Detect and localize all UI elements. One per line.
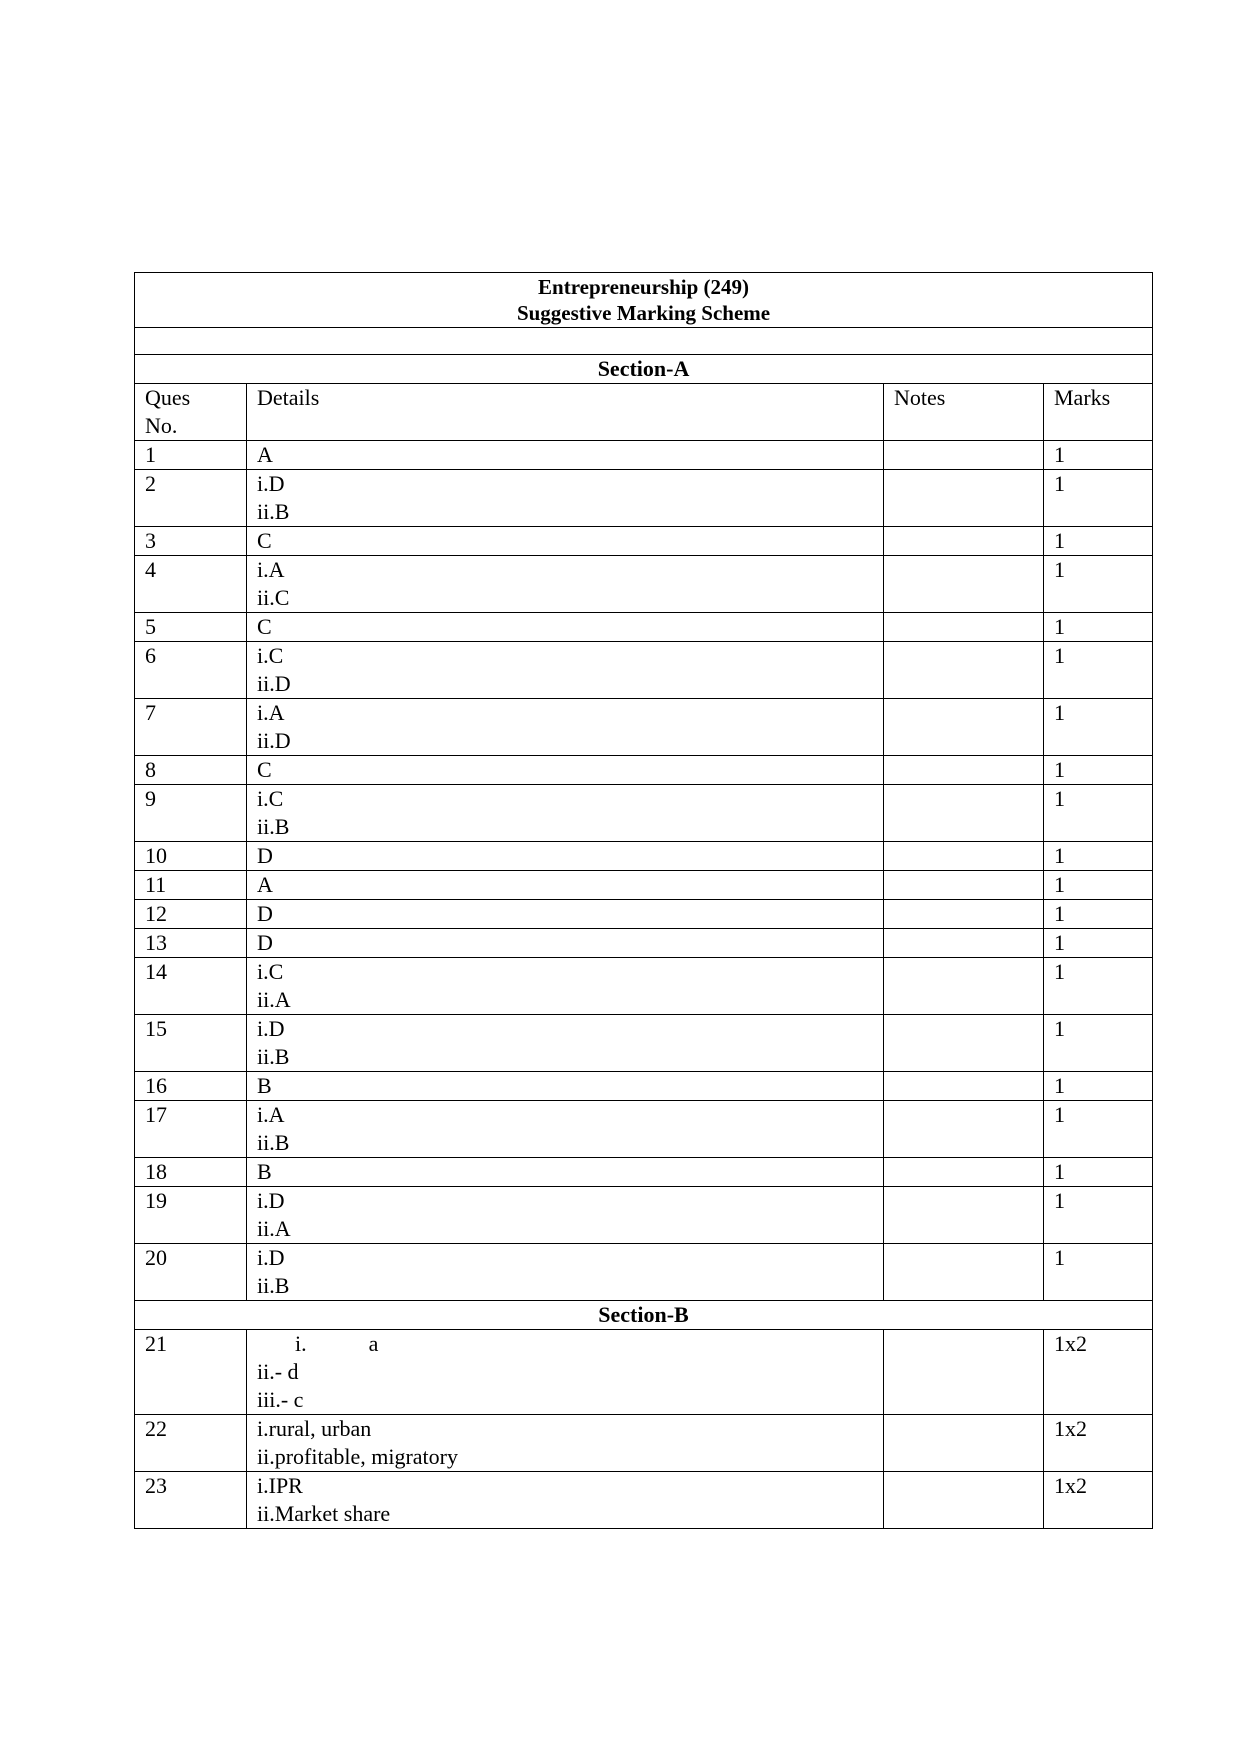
ques-no-cell: 5 bbox=[135, 613, 247, 642]
answer-line: C bbox=[257, 614, 272, 639]
notes-cell bbox=[884, 1330, 1044, 1415]
answer-line: ii.D bbox=[257, 671, 291, 696]
table-row bbox=[135, 527, 1153, 556]
marking-scheme-table bbox=[134, 272, 1153, 1529]
table-row bbox=[135, 1187, 1153, 1244]
table-row bbox=[135, 441, 1153, 470]
ques-no-cell: 19 bbox=[135, 1187, 247, 1244]
notes-cell bbox=[884, 527, 1044, 556]
ques-no-cell: 2 bbox=[135, 470, 247, 527]
answer-line: A bbox=[257, 872, 273, 897]
answer-line: D bbox=[257, 843, 273, 868]
ques-no-cell: 11 bbox=[135, 871, 247, 900]
header-details: Details bbox=[247, 384, 884, 441]
marks-cell: 1 bbox=[1044, 642, 1153, 699]
answer-line: i.C bbox=[257, 959, 284, 984]
answer-line: ii.C bbox=[257, 585, 290, 610]
marks-cell: 1 bbox=[1044, 900, 1153, 929]
answer-line: ii.B bbox=[257, 1273, 290, 1298]
answer-line: ii.D bbox=[257, 728, 291, 753]
ques-no-cell: 4 bbox=[135, 556, 247, 613]
table-row bbox=[135, 1072, 1153, 1101]
marks-cell: 1x2 bbox=[1044, 1415, 1153, 1472]
notes-cell bbox=[884, 1187, 1044, 1244]
notes-cell bbox=[884, 642, 1044, 699]
table-row bbox=[135, 613, 1153, 642]
answer-line: B bbox=[257, 1159, 272, 1184]
ques-no-cell: 9 bbox=[135, 785, 247, 842]
table-row bbox=[135, 556, 1153, 613]
table-row bbox=[135, 1472, 1153, 1529]
answer-line: A bbox=[257, 442, 273, 467]
ques-no-cell: 10 bbox=[135, 842, 247, 871]
table-row bbox=[135, 900, 1153, 929]
answer-line: i.rural, urban bbox=[257, 1416, 372, 1441]
marks-cell: 1 bbox=[1044, 756, 1153, 785]
marks-cell: 1 bbox=[1044, 470, 1153, 527]
details-cell bbox=[247, 1072, 884, 1101]
header-notes: Notes bbox=[884, 384, 1044, 441]
answer-line: C bbox=[257, 757, 272, 782]
answer-line: ii.B bbox=[257, 814, 290, 839]
table-row bbox=[135, 642, 1153, 699]
details-cell bbox=[247, 1101, 884, 1158]
notes-cell bbox=[884, 1244, 1044, 1301]
table-row bbox=[135, 1330, 1153, 1415]
answer-line: ii.Market share bbox=[257, 1501, 391, 1526]
answer-line: D bbox=[257, 930, 273, 955]
notes-cell bbox=[884, 842, 1044, 871]
column-header-row bbox=[135, 384, 1153, 441]
marks-cell: 1 bbox=[1044, 1158, 1153, 1187]
table-row bbox=[135, 756, 1153, 785]
details-cell bbox=[247, 1415, 884, 1472]
table-row bbox=[135, 1415, 1153, 1472]
notes-cell bbox=[884, 613, 1044, 642]
ques-no-cell: 16 bbox=[135, 1072, 247, 1101]
answer-line: ii.B bbox=[257, 499, 290, 524]
answer-line: ii.- d bbox=[257, 1359, 299, 1384]
answer-line: i.A bbox=[257, 700, 285, 725]
marks-cell: 1 bbox=[1044, 785, 1153, 842]
ques-no-cell: 18 bbox=[135, 1158, 247, 1187]
marks-cell: 1 bbox=[1044, 871, 1153, 900]
answer-line: ii.A bbox=[257, 1216, 291, 1241]
table-row bbox=[135, 929, 1153, 958]
ques-no-cell: 8 bbox=[135, 756, 247, 785]
answer-number: i. bbox=[295, 1331, 307, 1356]
notes-cell bbox=[884, 699, 1044, 756]
ques-no-cell: 12 bbox=[135, 900, 247, 929]
table-row bbox=[135, 842, 1153, 871]
section-b-heading: Section-B bbox=[135, 1301, 1153, 1330]
ques-no-cell: 7 bbox=[135, 699, 247, 756]
details-cell bbox=[247, 699, 884, 756]
details-cell bbox=[247, 929, 884, 958]
marks-cell: 1 bbox=[1044, 1187, 1153, 1244]
answer-line bbox=[257, 1330, 873, 1358]
ques-no-cell: 3 bbox=[135, 527, 247, 556]
notes-cell bbox=[884, 785, 1044, 842]
answer-line: C bbox=[257, 528, 272, 553]
marks-cell: 1 bbox=[1044, 441, 1153, 470]
notes-cell bbox=[884, 1158, 1044, 1187]
ques-no-cell: 1 bbox=[135, 441, 247, 470]
notes-cell bbox=[884, 1472, 1044, 1529]
notes-cell bbox=[884, 1415, 1044, 1472]
marks-cell: 1 bbox=[1044, 1244, 1153, 1301]
table-row bbox=[135, 1101, 1153, 1158]
ques-no-cell: 17 bbox=[135, 1101, 247, 1158]
ques-no-cell: 23 bbox=[135, 1472, 247, 1529]
table-row bbox=[135, 1015, 1153, 1072]
details-cell bbox=[247, 1244, 884, 1301]
answer-line: iii.- c bbox=[257, 1387, 304, 1412]
header-ques-no: Ques No. bbox=[135, 384, 247, 441]
answer-line: D bbox=[257, 901, 273, 926]
title-row bbox=[135, 273, 1153, 328]
details-cell bbox=[247, 556, 884, 613]
details-cell bbox=[247, 1330, 884, 1415]
answer-line: i.D bbox=[257, 471, 285, 496]
notes-cell bbox=[884, 756, 1044, 785]
details-cell bbox=[247, 527, 884, 556]
marks-cell: 1x2 bbox=[1044, 1472, 1153, 1529]
document-title: Entrepreneurship (249) bbox=[538, 275, 749, 299]
details-cell bbox=[247, 613, 884, 642]
answer-line: i.IPR bbox=[257, 1473, 303, 1498]
notes-cell bbox=[884, 871, 1044, 900]
details-cell bbox=[247, 958, 884, 1015]
ques-no-cell: 14 bbox=[135, 958, 247, 1015]
answer-line: i.A bbox=[257, 557, 285, 582]
answer-line: i.C bbox=[257, 786, 284, 811]
details-cell bbox=[247, 1158, 884, 1187]
notes-cell bbox=[884, 556, 1044, 613]
table-row bbox=[135, 958, 1153, 1015]
notes-cell bbox=[884, 929, 1044, 958]
answer-line: i.D bbox=[257, 1016, 285, 1041]
ques-no-cell: 20 bbox=[135, 1244, 247, 1301]
section-b-row bbox=[135, 1301, 1153, 1330]
notes-cell bbox=[884, 470, 1044, 527]
details-cell bbox=[247, 756, 884, 785]
table-row bbox=[135, 871, 1153, 900]
answer-line: ii.profitable, migratory bbox=[257, 1444, 458, 1469]
details-cell bbox=[247, 470, 884, 527]
document-subtitle: Suggestive Marking Scheme bbox=[516, 301, 771, 325]
ques-no-cell: 13 bbox=[135, 929, 247, 958]
table-row bbox=[135, 1244, 1153, 1301]
answer-line: i.C bbox=[257, 643, 284, 668]
table-row bbox=[135, 785, 1153, 842]
blank-cell bbox=[135, 328, 1153, 355]
answer-line: i.D bbox=[257, 1245, 285, 1270]
notes-cell bbox=[884, 1015, 1044, 1072]
answer-line: i.D bbox=[257, 1188, 285, 1213]
ques-no-cell: 6 bbox=[135, 642, 247, 699]
details-cell bbox=[247, 900, 884, 929]
details-cell bbox=[247, 1472, 884, 1529]
ques-no-cell: 15 bbox=[135, 1015, 247, 1072]
details-cell bbox=[247, 871, 884, 900]
table-body bbox=[135, 273, 1153, 1529]
table-row bbox=[135, 1158, 1153, 1187]
marks-cell: 1 bbox=[1044, 842, 1153, 871]
marks-cell: 1 bbox=[1044, 699, 1153, 756]
notes-cell bbox=[884, 1072, 1044, 1101]
marks-cell: 1 bbox=[1044, 958, 1153, 1015]
table-row bbox=[135, 470, 1153, 527]
marks-cell: 1 bbox=[1044, 556, 1153, 613]
ques-no-cell: 21 bbox=[135, 1330, 247, 1415]
answer-line: ii.A bbox=[257, 987, 291, 1012]
header-marks: Marks bbox=[1044, 384, 1153, 441]
answer-line: ii.B bbox=[257, 1044, 290, 1069]
marks-cell: 1 bbox=[1044, 1015, 1153, 1072]
notes-cell bbox=[884, 1101, 1044, 1158]
notes-cell bbox=[884, 958, 1044, 1015]
section-a-heading: Section-A bbox=[135, 355, 1153, 384]
blank-row bbox=[135, 328, 1153, 355]
details-cell bbox=[247, 441, 884, 470]
details-cell bbox=[247, 842, 884, 871]
ques-no-cell: 22 bbox=[135, 1415, 247, 1472]
marks-cell: 1 bbox=[1044, 527, 1153, 556]
answer-value: a bbox=[368, 1331, 379, 1356]
title-cell bbox=[135, 273, 1153, 328]
marks-cell: 1 bbox=[1044, 613, 1153, 642]
details-cell bbox=[247, 642, 884, 699]
answer-line: i.A bbox=[257, 1102, 285, 1127]
answer-line: B bbox=[257, 1073, 272, 1098]
marks-cell: 1x2 bbox=[1044, 1330, 1153, 1415]
section-a-row bbox=[135, 355, 1153, 384]
answer-line: ii.B bbox=[257, 1130, 290, 1155]
details-cell bbox=[247, 1187, 884, 1244]
details-cell bbox=[247, 1015, 884, 1072]
notes-cell bbox=[884, 441, 1044, 470]
marks-cell: 1 bbox=[1044, 1072, 1153, 1101]
marks-cell: 1 bbox=[1044, 1101, 1153, 1158]
details-cell bbox=[247, 785, 884, 842]
marks-cell: 1 bbox=[1044, 929, 1153, 958]
table-row bbox=[135, 699, 1153, 756]
notes-cell bbox=[884, 900, 1044, 929]
